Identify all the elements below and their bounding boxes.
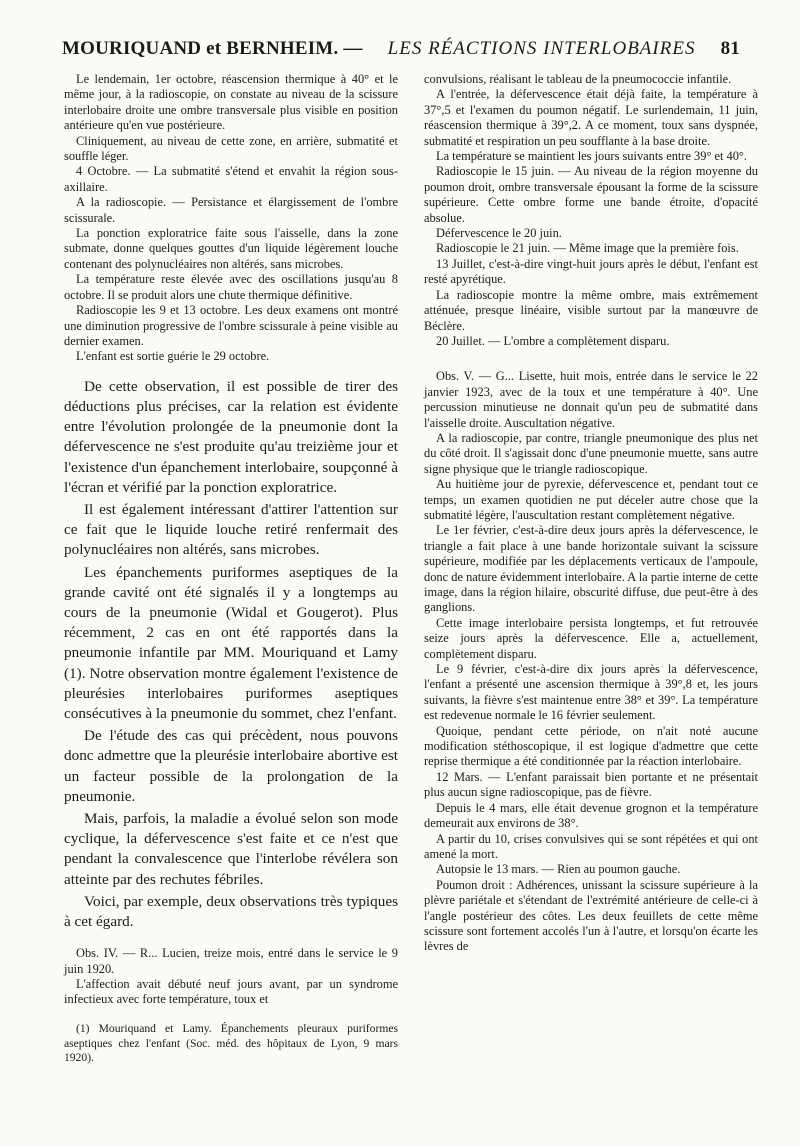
right-column <box>424 72 758 955</box>
left-small-text <box>64 72 398 365</box>
paragraph: Cliniquement, au niveau de cette zone, en arrière, submatité et souffle léger. <box>64 133 398 164</box>
header-authors: MOURIQUAND et BERNHEIM. — <box>62 38 363 59</box>
observation-v <box>424 369 758 954</box>
paragraph: Radioscopie le 15 juin. — Au niveau de la région moyenne du poumon droit, ombre transversale épousant la forme de la scissure supérieure. Cette ombre forme une bande étroite, d'opacité absolue. <box>424 164 758 225</box>
paragraph: La température reste élevée avec des oscillations jusqu'au 8 octobre. Il se produit alors une chute thermique définitive. <box>64 272 398 302</box>
paragraph: convulsions, réalisant le tableau de la pneumococcie infantile. <box>424 72 732 86</box>
paragraph: Cette image interlobaire persista longtemps, et fut retrouvée seize jours après la défervescence. Elle a, actuellement, complètement disparu. <box>424 615 758 661</box>
paragraph: Autopsie le 13 mars. — Rien au poumon gauche. <box>436 862 681 877</box>
paragraph: A la radioscopie. — Persistance et élargissement de l'ombre scissurale. <box>64 195 398 225</box>
paragraph: A la radioscopie, par contre, triangle pneumonique des plus net du côté droit. Il s'agissait donc d'une pneumonie muette, sans autre signe physique que le triangle radioscopique. <box>424 430 758 476</box>
paragraph: Depuis le 4 mars, elle était devenue grognon et la température demeurait aux environs de 38°. <box>424 800 758 831</box>
paragraph: Au huitième jour de pyrexie, défervescence et, pendant tout ce temps, un examen quotidien ne put déceler autre chose que la submatité légère, l'auscultation restant complètement négative. <box>424 477 758 522</box>
paragraph: Obs. V. — G... Lisette, huit mois, entrée dans le service le 22 janvier 1923, avec de la toux et une température à 40°. Une percussion minutieuse ne donnait qu'un peu de submatité dans l'aisselle droite. Auscultation négative. <box>424 369 758 430</box>
paragraph: Mais, parfois, la maladie a évolué selon son mode cyclique, la défervescence s'est faite et ce n'est que pendant la convalescence que l'interlobe révélera son atteinte par des rechutes fébriles. <box>64 809 398 888</box>
observation-iv-continued <box>424 72 758 349</box>
left-column <box>64 72 398 1008</box>
paragraph: Le 9 février, c'est-à-dire dix jours après la défervescence, l'enfant a présenté une ascension thermique à 39°,8 et, les jours suivants, la fièvre s'est maintenue entre 38° et 39°. La température est redevenue normale le 16 février seulement. <box>424 662 758 723</box>
footnote <box>64 1022 398 1066</box>
paragraph: 20 Juillet. — L'ombre a complètement disparu. <box>436 333 670 348</box>
paragraph: Le lendemain, 1er octobre, réascension thermique à 40° et le même jour, à la radioscopie, on constate au niveau de la scissure interlobaire droite une ombre transversale plus visible en position antérieure qu'en vue postérieure. <box>64 72 398 133</box>
header-title: LES RÉACTIONS INTERLOBAIRES <box>387 38 696 59</box>
paragraph: Les épanchements puriformes aseptiques de la grande cavité ont été signalés il y a longtemps au cours de la pneumonie (Widal et Gougerot). Plus récemment, 2 cas en ont été rapportés dans la pneumonie infantile par MM. Mouriquand et Lamy (1). Notre observation montre également l'existence de pleurésies interlobaires puriformes aseptiques consécutives à la pneumonie du sommet, chez l'enfant. <box>64 563 398 722</box>
paragraph: Quoique, pendant cette période, on n'ait noté aucune modification stéthoscopique, il est logique d'admettre que cette reprise thermique a été conditionnée par la réaction interlobaire. <box>424 723 758 769</box>
paragraph: Défervescence le 20 juin. <box>436 226 562 241</box>
paragraph: 12 Mars. — L'enfant paraissait bien portante et ne présentait plus aucun signe radioscopique, pas de fièvre. <box>424 769 758 800</box>
paragraph: Voici, par exemple, deux observations très typiques à cet égard. <box>64 892 398 930</box>
paragraph: A l'entrée, la défervescence était déjà faite, la température à 37°,5 et l'examen du poumon négatif. Le surlendemain, 11 juin, réascension thermique à 39°,2. A ce moment, toux sans dyspnée, submatité et respiration un peu soufflante à la base droite. <box>424 87 758 148</box>
paragraph: L'enfant est sortie guérie le 29 octobre. <box>76 349 270 364</box>
paragraph: L'affection avait débuté neuf jours avant, par un syndrome infectieux avec forte température, toux et <box>64 977 398 1007</box>
paragraph: De l'étude des cas qui précèdent, nous pouvons donc admettre que la pleurésie interlobaire abortive est un facteur possible de la prolongation de la pneumonie. <box>64 727 398 805</box>
paragraph: Il est également intéressant d'attirer l'attention sur ce fait que le liquide louche retiré renfermait des polynucléaires non altérés, sans microbes. <box>64 500 398 559</box>
running-header <box>62 38 740 68</box>
observation-iv <box>64 946 398 1008</box>
paragraph: Obs. IV. — R... Lucien, treize mois, entré dans le service le 9 juin 1920. <box>64 946 398 976</box>
paragraph: Poumon droit : Adhérences, unissant la scissure supérieure à la plèvre pariétale et s'étendant de l'extrémité antérieure de celle-ci à l'angle postérieur des côtes. Les deux feuillets de cette même scissure sont fortement accolés l'un à l'autre, et lorsqu'on écarte les lèvres de <box>424 877 758 954</box>
paragraph: La ponction exploratrice faite sous l'aisselle, dans la zone submate, donne quelques gouttes d'un liquide légèrement louche contenant des polynucléaires non altérés, sans microbes. <box>64 226 398 271</box>
paragraph: Le 1er février, c'est-à-dire deux jours après la défervescence, le triangle a fait place à une bande horizontale suivant la scissure supérieure, modifiée par les déplacements verticaux de l'ampoule, donc de nature évidemment interlobaire. A la partie interne de cette image, dans la région hilaire, obscurité diffuse, due peut-être à des ganglions. <box>424 523 758 615</box>
paragraph: 13 Juillet, c'est-à-dire vingt-huit jours après le début, l'enfant est resté apyrétique. <box>424 256 758 287</box>
paragraph: Radioscopie les 9 et 13 octobre. Les deux examens ont montré une diminution progressive de l'ombre scissurale à peine visible au dernier examen. <box>64 303 398 348</box>
paragraph: De cette observation, il est possible de tirer des déductions plus précises, car la relation est évidente entre l'évolution prolongée de la pneumonie dont la défervescence ne s'est produite qu'au treizième jour et l'existence d'un épanchement interlobaire, soupçonné à l'écran et vérifié par la ponction exploratrice. <box>64 377 398 496</box>
paragraph: Radioscopie le 21 juin. — Même image que la première fois. <box>436 241 739 256</box>
footnote-text: (1) Mouriquand et Lamy. Épanchements pleuraux puriformes aseptiques chez l'enfant (Soc. méd. des hôpitaux de Lyon, 9 mars 1920). <box>64 1022 398 1064</box>
paragraph: La radioscopie montre la même ombre, mais extrêmement atténuée, presque linéaire, visible surtout par la manœuvre de Béclère. <box>424 287 758 333</box>
left-main-text <box>64 377 398 932</box>
page-number: 81 <box>720 38 740 59</box>
paragraph: 4 Octobre. — La submatité s'étend et envahit la région sous-axillaire. <box>64 164 398 194</box>
paragraph: La température se maintient les jours suivants entre 39° et 40°. <box>436 149 747 164</box>
paragraph: A partir du 10, crises convulsives qui se sont répétées et qui ont amené la mort. <box>424 831 758 861</box>
